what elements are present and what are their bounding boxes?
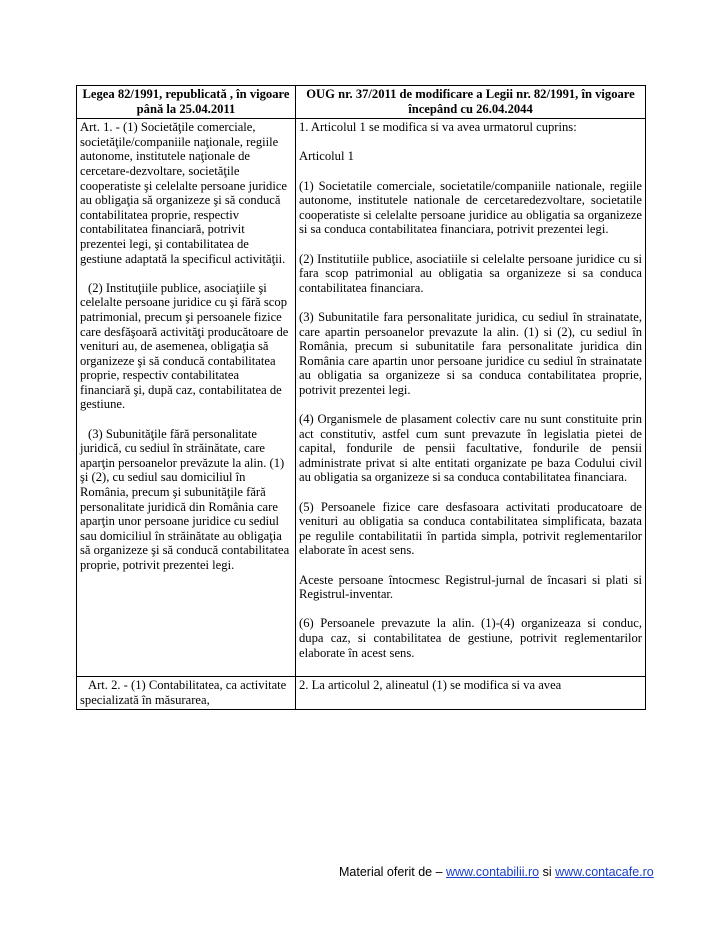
art1-old-para-2: (2) Instituţiile publice, asociaţiile şi celelalte persoane juridice cu şi fără scop patrimonial, precum şi persoanele fizice care desfăşoară activităţi producătoare de venituri au, de asemenea, obligaţia să organizeze şi să conducă contabilitatea proprie, respectiv contabilitatea financiară şi, după caz, contabilitatea de gestiune. [80, 280, 289, 412]
table-header-row [77, 86, 646, 119]
art1-new-para-1: (1) Societatile comerciale, societatile/companiile nationale, regiile autonome, institutele nationale de cercetaredezvoltare, societatile cooperatiste si celelalte persoane juridice au obligatia sa organizeze si sa conduca contabilitatea financiara, potrivit prezentei legi. [299, 178, 642, 237]
comparison-table [76, 85, 646, 710]
art1-old-text [77, 119, 296, 677]
art2-old-text [77, 677, 296, 710]
table-row-art1 [77, 119, 646, 677]
footer-link-contacafe[interactable]: www.contacafe.ro [555, 865, 654, 879]
footer-middle: si [539, 865, 556, 879]
art1-new-title: Articolul 1 [299, 149, 354, 164]
art1-new-para-3: (3) Subunitatile fara personalitate juridica, cu sediul în strainatate, care apartin persoanelor prevazute la alin. (1) si (2), cu sediul în România, precum si subunitatile fara personalitate juridica din România care apartin unor persoane juridice cu sediul în strainatate au obligatia sa organizeze si sa conduca contabilitatea proprie, potrivit prezentei legi. [299, 309, 642, 397]
footer-link-contabilii[interactable]: www.contabilii.ro [446, 865, 540, 879]
art2-old-para-1: Art. 2. - (1) Contabilitatea, ca activitate specializată în măsurarea, [80, 678, 287, 707]
header-old-law: Legea 82/1991, republicată , în vigoare până la 25.04.2011 [77, 86, 296, 119]
art1-new-para-5b: Aceste persoane întocmesc Registrul-jurnal de încasari si plati si Registrul-inventar. [299, 572, 642, 602]
art1-new-para-4: (4) Organismele de plasament colectiv care nu sunt constituite prin act constitutiv, astfel cum sunt prevazute în legislatia pietei de capital, fondurile de pensii facultative, fondurile de pensii administrate privat si alte entitati organizate pe baza Codului civil au obligatia sa organizeze si sa conduca contabilitatea financiara. [299, 412, 642, 485]
art2-new-text [296, 677, 646, 710]
art1-new-para-2: (2) Institutiile publice, asociatiile si celelalte persoane juridice cu si fara scop patrimonial au obligatia sa organizeze si sa conduca contabilitatea financiara. [299, 251, 642, 295]
footer-prefix: Material oferit de – [339, 865, 446, 879]
header-new-law: OUG nr. 37/2011 de modificare a Legii nr. 82/1991, în vigoare începând cu 26.04.2044 [296, 86, 646, 119]
table-row-art2 [77, 677, 646, 710]
art1-new-para-6: (6) Persoanele prevazute la alin. (1)-(4) organizeaza si conduc, dupa caz, si contabilitatea de gestiune, potrivit reglementarilor elaborate în acest sens. [299, 616, 642, 660]
page-footer [339, 865, 654, 879]
art1-new-para-5: (5) Persoanele fizice care desfasoara activitati producatoare de venituri au obligatia sa conduca contabilitatea simplificata, bazata pe regulile contabilitatii în partida simpla, potrivit reglementarilor elaborate în acest sens. [299, 499, 642, 558]
art1-new-intro: 1. Articolul 1 se modifica si va avea urmatorul cuprins: [299, 120, 577, 135]
art2-new-intro: 2. La articolul 2, alineatul (1) se modifica si va avea [299, 678, 562, 693]
art1-old-para-3: (3) Subunităţile fără personalitate juridică, cu sediul în străinătate, care aparţin persoanelor prevăzute la alin. (1) şi (2), cu sediul sau domiciliul în România, precum şi subunităţile fără personalitate juridică din România care aparţin unor persoane juridice cu sediul sau domiciliul în străinătate au obligaţia să organizeze şi să conducă contabilitatea proprie, potrivit prezentei legi. [80, 426, 290, 572]
art1-old-para-1: Art. 1. - (1) Societăţile comerciale, societăţile/companiile naţionale, regiile autonome, institutele naţionale de cercetare-dezvoltare, societăţile cooperatiste şi celelalte persoane juridice au obligaţia să organizeze şi să conducă contabilitatea proprie, respectiv contabilitatea financiară, potrivit prezentei legi, şi contabilitatea de gestiune adaptată la specificul activităţii. [80, 120, 287, 266]
art1-new-text [296, 119, 646, 677]
